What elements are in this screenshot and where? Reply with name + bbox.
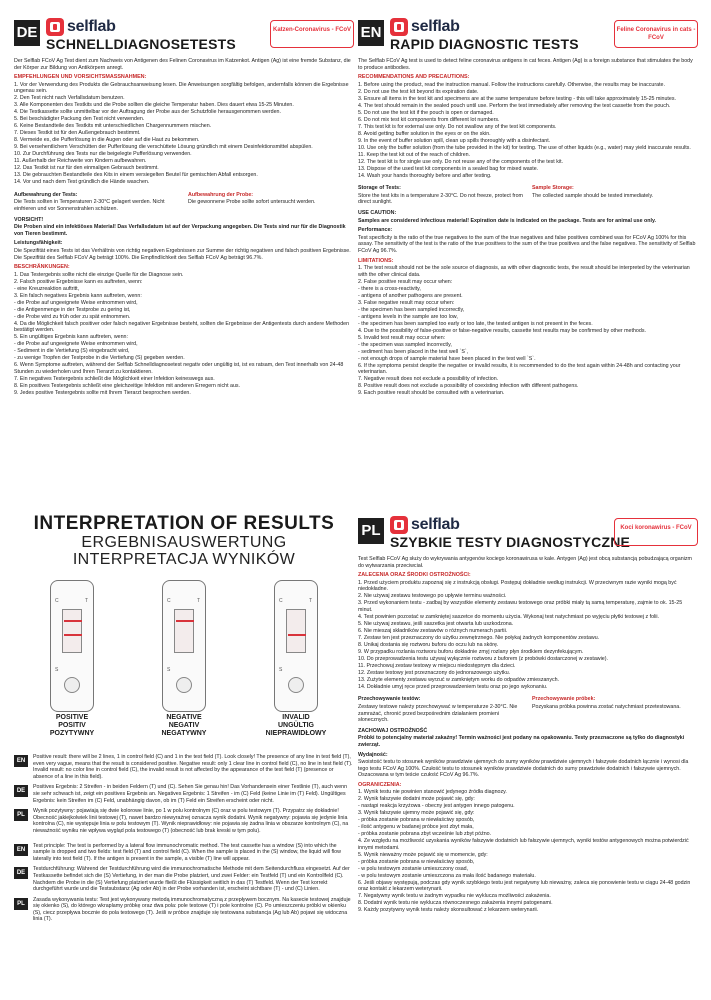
list-item: 9. Each positive result should be consulted with a veterinarian.: [358, 390, 505, 397]
list-item: 7. Ein negatives Testergebnis schließt die Möglichkeit einer Infektion keineswegs aus.: [14, 375, 215, 382]
en-body: [358, 58, 698, 397]
test-line: [288, 634, 306, 636]
label-en: POSITIVE: [55, 714, 89, 721]
de-storage-heading: Aufbewahrung der Tests:: [14, 191, 78, 198]
control-line: [64, 620, 82, 622]
list-item: 6. Wenn Symptome auftreten, während der Selflab Schnelldiagnosetest negativ oder ungültig ist, ist es ratsam, den Test innerhalb von 24-48 Stunden zu wiederholen und Ihren Tierarzt zu kontaktieren.: [14, 362, 344, 375]
de-intro: Der Selflab FCoV Ag Test dient zum Nachweis von Antigenen des Felinen Coronavirus im Katzenkot. Antigen (Ag) ist eine fremde Substanz, die der Körper zur Bildung von Antikörpern anregt.: [14, 58, 351, 71]
selflab-logo-icon: [390, 516, 408, 534]
list-item: 3. False negative result may occur when:: [358, 299, 455, 306]
list-item: 1. The test result should not be the sole source of diagnosis, as with other diagnostic tests, the result should be interpreted by the veterinarian with the other clinical data.: [358, 265, 690, 278]
list-item: - nastąpi reakcja krzyżowa - obecny jest antygen innego patogenu.: [358, 803, 515, 810]
list-item: - the specimen has been sampled too early or too late, the tested antigen is not present in the feces.: [358, 320, 593, 327]
selflab-logo-icon: [46, 18, 64, 36]
list-item: 7. Negatywny wynik testu w żadnym wypadku nie wyklucza możliwości zakażenia.: [358, 893, 551, 900]
cassette-window: [174, 609, 194, 653]
list-item: 7. Zestaw ten jest przeznaczony do użytku zewnętrznego. Nie połykaj żadnych komponentów zestawu.: [358, 634, 600, 641]
pl-caution-heading: ZACHOWAJ OSTROŻNOŚĆ: [358, 727, 428, 734]
list-item: 1. Before using the product, read the instruction manual. Follow the instructions carefully. Otherwise, the results may be inaccurate.: [358, 81, 665, 88]
list-item: 6. Keine Bestandteile des Testkits mit unterschiedlichen Chargennummern mischen.: [14, 123, 212, 130]
interp-subtitle-de: ERGEBNISAUSWERTUNG: [81, 534, 287, 551]
cassette-c-label: C: [167, 598, 171, 604]
pl-perf-heading: Wydajność:: [358, 751, 388, 758]
pl-rec-heading: ZALECENIA ORAZ ŚRODKI OSTROŻNOŚCI:: [358, 572, 471, 579]
interpretation-section: [14, 514, 354, 994]
de-lim-heading: BESCHRÄNKUNGEN:: [14, 264, 70, 271]
mini-lang-badge: EN: [14, 755, 28, 767]
pl-storage-text: Zestawy testowe należy przechowywać w temperaturze 2-30°C. Nie zamrażać, chronić przed bezpośrednim działaniem promieni słonecznych.: [358, 703, 518, 724]
en-rec-list: [358, 82, 698, 179]
en-storage-heading: Storage of Tests:: [358, 185, 401, 192]
list-item: 5. Do not use the test kit if the pouch is open or damaged.: [358, 109, 494, 116]
interp-row-de: [14, 784, 354, 804]
pl-product-badge: Koci koronawirus - FCoV: [614, 518, 698, 546]
de-caution-text: Die Proben sind ein infektiöses Material! Das Verfallsdatum ist auf der Verpackung angegeben. Die Tests sind nur für die Diagnostik von Tieren bestimmt.: [14, 224, 346, 237]
sample-well: [64, 677, 80, 693]
list-item: 11. Außerhalb der Reichweite von Kindern aufbewahren.: [14, 158, 147, 165]
en-section: [358, 16, 698, 486]
interp-rows: [14, 754, 354, 923]
cassette-t-label: T: [85, 598, 89, 604]
mini-lang-badge: PL: [14, 898, 28, 910]
list-item: - die Antigenmenge in der Testprobe zu gering ist,: [14, 306, 131, 313]
pl-brand: selflab: [411, 516, 460, 533]
list-item: 6. If the symptoms persist despite the negative or invalid results, it is recommended to do the test again within 24-48h and contacting your veterinarian.: [358, 362, 681, 376]
list-item: 10. Use only the buffer solution (from the tube provided in the kit) for testing. The use of other liquids (e.g., water) may yield inaccurate results.: [358, 144, 691, 151]
de-brand: selflab: [67, 18, 116, 35]
label-de: NEGATIV: [168, 722, 200, 729]
list-item: 4. Die Testkassette sollte unmittelbar vor der Auftragung der Probe aus der Schutzfolie herausgenommen werden.: [14, 109, 281, 116]
list-item: 9. Jedes positive Testergebnis sollte mit Ihrem Tierarzt besprochen werden.: [14, 389, 191, 396]
list-item: 5. Ein ungültiges Ergebnis kann auftreten, wenn:: [14, 334, 128, 341]
en-product-badge: Feline Coronavirus in cats - FCoV: [614, 20, 698, 48]
list-item: 9. In the event of buffer solution spill, clean up spills thoroughly with a disinfectant.: [358, 137, 551, 144]
cassette-negative: [162, 580, 206, 712]
de-body: [14, 58, 354, 396]
list-item: - w polu testowym zostanie umieszczony osad,: [358, 865, 469, 872]
list-item: 6. Do not mix test kit components from different lot numbers.: [358, 116, 500, 123]
list-item: 11. Keep the test kit out of the reach of children.: [358, 151, 471, 158]
en-rec-heading: RECOMMENDATIONS AND PRECAUTIONS:: [358, 74, 470, 81]
en-sample-heading: Sample Storage:: [532, 185, 574, 192]
cassette-s-label: S: [55, 667, 59, 673]
list-item: - eine Kreuzreaktion auftritt,: [14, 285, 80, 292]
principle-row-text: Testdurchführung: Während der Testdurchführung wird die immunochromatische Methode mit dem Seitendurchfluss eingesetzt. Auf der Testkassette befindet sich die (S) Vertiefung, in der man die Probe platziert, und zwei Felder: ein Testfeld (T) und ein Kontrollfeld (C). Nachdem die Probe in die (S) Vertiefung platziert wurde fließt die Flüssigkeit seitlich in das (T) Testfeld. Wenn der Test korrekt durchgeführt wurde und die Testsubstanz (Ag oder Ab) in der Probe vorhanden ist, erscheint sichtbare (T) - und (C) Linien.: [33, 866, 350, 893]
pl-storage-heading: Przechowywanie testów:: [358, 696, 421, 703]
list-item: - Sediment in die Vertiefung (S) eingebracht wird,: [14, 348, 130, 355]
list-item: 13. Dispose of the used test kit components in a sealed bag for mixed waste.: [358, 165, 539, 172]
list-item: - die Probe auf ungeeignete Weise entnommen wird,: [14, 299, 138, 306]
mini-lang-badge: EN: [14, 844, 28, 856]
mini-lang-badge: DE: [14, 867, 28, 879]
list-item: - die Probe auf ungeeignete Weise entnommen wird,: [14, 341, 138, 348]
list-item: 7. Negative result does not exclude a possibility of infection.: [358, 376, 499, 383]
pl-rec-list: [358, 580, 698, 691]
list-item: - ilość antygenu w badanej próbce jest zbyt mała,: [358, 824, 474, 831]
list-item: 9. W przypadku rozlania roztworu buforu dokładnie zmyj rozlany płyn środkiem dezynfekującym.: [358, 648, 584, 655]
pl-body: [358, 556, 698, 914]
list-item: 2. Nie używaj zestawu testowego po upływie terminu ważności.: [358, 593, 507, 600]
en-caution-text: Samples are considered infectious material! Expiration date is indicated on the package. Tests are for animal use only.: [358, 217, 656, 224]
en-lang-badge: EN: [358, 20, 384, 46]
list-item: - die Probe wird zu früh oder zu spät entnommen.: [14, 313, 131, 320]
list-item: - the specimen was sampled incorrectly,: [358, 341, 452, 348]
cassette-c-label: C: [279, 598, 283, 604]
selflab-logo-icon: [390, 18, 408, 36]
pl-sample-text: Pozyskana próbka powinna zostać natychmiast przetestowana.: [532, 703, 681, 710]
cassette-illustrations: [14, 574, 354, 737]
list-item: 2. Den Test nicht nach Verfallsdatum benutzen.: [14, 95, 125, 102]
result-label-negative: [144, 714, 224, 738]
de-rec-list: [14, 82, 354, 186]
list-item: 14. Dokładnie umyj ręce przed przeprowadzeniem testu oraz po jego wykonaniu.: [358, 683, 548, 690]
de-storage-row: [14, 189, 354, 214]
list-item: 10. Zur Durchführung des Tests nur die beigelegte Pufferlösung verwenden.: [14, 151, 192, 158]
list-item: 3. Ensure all items in the test kit and specimens are at the same temperature before testing - this will take approximately 15-25 minutes.: [358, 95, 676, 102]
en-storage-row: [358, 182, 698, 207]
de-title: SCHNELLDIAGNOSETESTS: [46, 36, 236, 52]
pl-logo: [390, 514, 460, 536]
en-storage-text: Store the test kits in a temperature 2-30°C. Do not freeze, protect from direct sunlight.: [358, 192, 523, 206]
list-item: 7. This test kit is for external use only. Do not swallow any of the test kit components.: [358, 123, 557, 130]
list-item: 2. Falsch positive Ergebnisse kann es auftreten, wenn:: [14, 278, 143, 285]
list-item: - próbka zostanie pobrana w niewłaściwy sposób,: [358, 817, 475, 824]
list-item: 8. Vermeide es, die Pufferlösung in die Augen oder auf die Haut zu bekommen.: [14, 137, 200, 144]
label-de: UNGÜLTIG: [277, 722, 315, 729]
list-item: 4. Test powinien pozostać w zamkniętej saszetce do momentu użycia. Wykonaj test natychmiast po wyjęciu płytki testowej z folii.: [358, 613, 660, 620]
list-item: 1. Wynik testu nie powinien stanowić jedynego źródła diagnozy.: [358, 789, 507, 796]
cassette-window: [286, 609, 306, 653]
interp-row-text: Wynik pozytywny: pojawiają się dwie kolorowe linie, po 1 w polu kontrolnym (C) oraz w polu testowym (T). Przypatrz się dokładnie! Obecność jakiejkolwiek linii testowej (T), nawet bardzo niewyraźnej oznacza wynik dodatni. Wynik negatywny: pojawia się jedynie linia kontrolna (C), nie występuje linia w polu testowym (T). Wynik nieprawidłowy: nie pojawia się żadna linia w obszarze kontrolnym (C), na nieważność wyniku nie wpływa wygląd pola testowego (T) (obecność lub brak kreski w tym polu).: [33, 808, 349, 834]
cassette-t-label: T: [309, 598, 313, 604]
list-item: 4. The test should remain in the sealed pouch until use. Perform the test immediately after removing the test cassette from the pouch.: [358, 102, 671, 109]
list-item: 9. Bei versehentlichem Verschütten der Pufferlösung die verschüttete Lösung gründlich mit einem Desinfektionsmittel abspülen.: [14, 144, 313, 151]
pl-lang-badge: PL: [358, 518, 384, 544]
mini-lang-badge: DE: [14, 785, 28, 797]
list-item: 3. Ein falsch negatives Ergebnis kann auftreten, wenn:: [14, 292, 142, 299]
interp-subtitle-pl: INTERPRETACJA WYNIKÓW: [72, 551, 296, 568]
interp-row-text: Positive result: there will be 2 lines, 1 in control field (C) and 1 in the test field (T). Look closely! The presence of any line in test field (T), even very vague, means that the result is considered positive. Negative result: only 1 clear line in control field (C), no line in test field (T). Invalid result: no color line in control field (C), the invalid result is not affected by the appearance of the test field (T) (presence or absence of a line in this field).: [33, 754, 353, 780]
cassette-positive: [50, 580, 94, 712]
list-item: 2. Wynik fałszywie dodatni może pojawić się, gdy:: [358, 796, 475, 803]
list-item: 13. Die gebrauchten Bestandteile des Kits in einem versiegelten Beutel für gemischten Abfall entsorgen.: [14, 172, 258, 179]
en-logo: [390, 16, 460, 38]
cassette-t-label: T: [197, 598, 201, 604]
de-product-badge: Katzen-Coronavirus - FCoV: [270, 20, 354, 48]
list-item: - próbka zostanie pobrana zbyt wcześnie lub zbyt późno.: [358, 831, 492, 838]
de-header: [14, 16, 354, 58]
list-item: 8. Ein positives Testergebnis schließt eine gleichzeitige Infektion mit anderen Erregern nicht aus.: [14, 382, 241, 389]
cassette-invalid: [274, 580, 318, 712]
pl-perf-text: Swoistość testu to stosunek wyników prawdziwie ujemnych do sumy wyników prawdziwie ujemnych i fałszywie dodatnich łącznie i wynosi dla tego testu FCoV Ag 100%. Czułość testu to stosunek wyników prawdziwie dodatnich do sumy prawdziwie dodatnich i fałszywie ujemnych. Oszacowana w tym teście czułość FCoV Ag 96.7%.: [358, 759, 689, 779]
de-perf-heading: Leistungsfähigkeit:: [14, 240, 63, 247]
list-item: 8. Dodatni wynik testu nie wyklucza równoczesnego zakażenia innymi patogenami.: [358, 900, 553, 907]
list-item: - w polu testowym zostanie umieszczona za mała ilość badanego materiału.: [358, 872, 536, 879]
result-label-invalid: [256, 714, 336, 738]
label-pl: POZYTYWNY: [49, 730, 95, 737]
en-caution-heading: USE CAUTION:: [358, 209, 397, 216]
list-item: 8. Positive result does not exclude a possibility of coexisting infection with different pathogens.: [358, 383, 579, 390]
pl-header: [358, 514, 698, 556]
en-perf-text: Test specificity is the ratio of the true negatives to the sum of the true negatives and false positives combined was for FCoV Ag 100% for this assay. The sensitivity of the test is the ratio of the true positives to the sum of the true positives and the false negatives. The sensitivity of Selflab FCoV Ag 96.7%.: [358, 234, 696, 254]
list-item: 9. Każdy pozytywny wynik testu należy skonsultować z lekarzem weterynarii.: [358, 907, 539, 914]
de-rec-heading: EMPFEHLUNGEN UND VORSICHTSMASSNAHMEN:: [14, 74, 147, 81]
list-item: 14. Vor und nach dem Test gründlich die Hände waschen.: [14, 179, 150, 186]
list-item: 8. Avoid getting buffer solution in the eyes or on the skin.: [358, 130, 491, 137]
list-item: 8. Unikaj dostania się roztworu buforu do oczu lub na skórę.: [358, 641, 499, 648]
principle-row-de: [14, 866, 354, 892]
list-item: 5. Wynik nieważny może pojawić się w momencie, gdy:: [358, 851, 488, 858]
de-perf-text: Die Spezifität eines Tests ist das Verhältnis von richtig negativen Ergebnissen zur Summe der richtig negativen und falsch positiven Ergebnisse. Die Spezifität des Selflab FCoV Ag beträgt 100%. Die Empfindlichkeit des Selflab FCoV Ag beträgt 96.7%.: [14, 247, 351, 261]
interp-row-text: Positives Ergebnis: 2 Streifen - in beiden Feldern (T) und (C). Sehen Sie genau hin! Das Vorhandensein einer Testlinie (T), auch wenn sie sehr schwach ist, zeigt ein positives Ergebnis an. Negatives Ergebnis: 1 Streifen - im (C) Feld (keine Linie im (T) Feld). Ungültiges Ergebnis: kein Streifen im (C) Feld, unabhängig davon, ob im (T) Feld ein Streifen erscheint oder nicht.: [33, 784, 348, 804]
list-item: 5. Invalid test result may occur when:: [358, 334, 446, 341]
list-item: 2. Do not use the test kit beyond its expiration date.: [358, 88, 479, 95]
principle-row-pl: [14, 897, 354, 923]
list-item: 5. Bei beschädigter Packung den Test nicht verwenden.: [14, 116, 145, 123]
pl-lim-list: [358, 789, 698, 914]
de-lang-badge: DE: [14, 20, 40, 46]
list-item: 12. The test kit is for single use only. Do not reuse any of the components of the test kit.: [358, 158, 564, 165]
en-perf-heading: Performance:: [358, 227, 393, 234]
cassette-c-label: C: [55, 598, 59, 604]
en-header: [358, 16, 698, 58]
cassette-window: [62, 609, 82, 653]
label-de: POSITIV: [58, 722, 86, 729]
en-brand: selflab: [411, 18, 460, 35]
mini-lang-badge: PL: [14, 809, 28, 821]
list-item: - there is a cross-reactivity,: [358, 285, 421, 292]
cassette-s-label: S: [167, 667, 171, 673]
label-pl: NEGATYWNY: [161, 730, 207, 737]
de-storage-text: Die Tests sollten in Temperaturen 2-30°C gelagert werden. Nicht einfrieren und vor Sonnenstrahlen schützen.: [14, 199, 165, 212]
pl-lim-heading: OGRANICZENIA:: [358, 781, 402, 788]
en-intro: The Selflab FCoV Ag test is used to detect feline coronavirus antigens in cat feces. Antigen (Ag) is a foreign substance that stimulates the body to produce antibodies.: [358, 58, 693, 71]
list-item: - próbka zostanie pobrana w niewłaściwy sposób,: [358, 858, 475, 865]
principle-row-text: Zasada wykonywania testu: Test jest wykonywany metodą immunochromatyczną z przepływem bocznym. Na kasecie testowej znajduje się okienko (S), do którego wkraplamy próbkę oraz dwa pola: pole testowe (T) i pole kontrolne (C). Po umieszczeniu próbki w okienku (S), ciecz przepływa bocznie do pola testowego (T). Jeśli w próbce znajduje się testowana substancja (Ag lub Ab) pojawi się widoczna linia (T).: [33, 896, 351, 923]
list-item: 1. Das Testergebnis sollte nicht die einzige Quelle für die Diagnose sein.: [14, 271, 184, 278]
list-item: 12. Zestaw testowy jest przeznaczony do jednorazowego użytku.: [358, 669, 511, 676]
pl-intro: Test Selflab FCoV Ag służy do wykrywania antygenów kociego koronawirusa w kale. Antygen (Ag) jest obcą substancją pobudzającą organizm do wytwarzania przeciwciał.: [358, 556, 692, 569]
list-item: 7. Dieses Testkit ist für den Außengebrauch bestimmt.: [14, 130, 141, 137]
result-label-positive: [32, 714, 112, 738]
list-item: 4. Da die Möglichkeit falsch positiver oder falsch negativer Ergebnisse besteht, sollten die Ergebnisse der Antigentests durch andere Methoden bestätigt werden.: [14, 320, 350, 334]
cassette-s-label: S: [279, 667, 283, 673]
list-item: 6. Nie mieszaj składników zestawów o różnych numerach partii.: [358, 627, 508, 634]
list-item: - zu wenige Tropfen der Testprobe in die Vertiefung (S) gegeben werden.: [14, 355, 185, 362]
pl-title: SZYBKIE TESTY DIAGNOSTYCZNE: [390, 534, 631, 550]
principle-row-text: Test principle: The test is performed by a lateral flow immunochromatic method. The test cassette has a window (S) into which the sample is dropped and two fields: test field (T) and control field (C). When the sample is placed in the (S) window, the liquid will flow laterally into test field (T). If the antigen is present in the sample, a visible (T) line will appear.: [33, 842, 341, 862]
list-item: 14. Wash your hands thoroughly before and after testing.: [358, 172, 492, 179]
list-item: 3. Wynik fałszywie ujemny może pojawić się, gdy:: [358, 810, 475, 817]
test-line: [64, 634, 82, 636]
control-line: [176, 620, 194, 622]
list-item: 13. Zużyte elementy zestawu wyrzuć w zamkniętym worku do odpadów zmieszanych.: [358, 676, 560, 683]
label-pl: NIEPRAWIDŁOWY: [265, 730, 327, 737]
list-item: - the specimen has been sampled incorrectly,: [358, 306, 465, 313]
list-item: 4. Due to the possibility of false-positive or false-negative results, cassette test results may be confirmed by other methods.: [358, 327, 646, 334]
interp-row-pl: [14, 808, 354, 834]
en-sample-text: The collected sample should be tested immediately.: [532, 192, 654, 199]
list-item: 4. Ze względu na możliwość uzyskania wyników fałszywie dodatnich lub fałszywie ujemnych, wyniki testów antygenowych można potwierdzić innymi metodami.: [358, 838, 689, 851]
pl-section: [358, 514, 698, 994]
sample-well: [288, 677, 304, 693]
list-item: 10. Do przeprowadzenia testu używaj wyłącznie roztworu z buforem (z probówki dostarczonej w zestawie).: [358, 655, 608, 662]
interp-title: INTERPRETATION OF RESULTS: [33, 514, 335, 534]
list-item: - antigens of another pathogens are present.: [358, 292, 463, 299]
list-item: 11. Przechowuj zestaw testowy w miejscu niedostępnym dla dzieci.: [358, 662, 516, 669]
en-title: RAPID DIAGNOSTIC TESTS: [390, 36, 579, 52]
label-en: INVALID: [282, 714, 310, 721]
de-section: [14, 16, 354, 486]
de-caution-heading: VORSICHT!: [14, 216, 44, 223]
sample-well: [176, 677, 192, 693]
pl-sample-heading: Przechowywanie próbek:: [532, 696, 596, 703]
list-item: 3. Przed wykonaniem testu - zadbaj by wszystkie elementy zestawu testowego oraz próbki miały tą samą temperaturę, zajmie to ok. 15-25 minut.: [358, 600, 683, 613]
list-item: 5. Nie używaj zestawu, jeśli saszetka jest otwarta lub uszkodzona.: [358, 620, 514, 627]
list-item: 2. False positive result may occur when:: [358, 278, 453, 285]
list-item: - sediment has been placed in the test well `S`,: [358, 348, 469, 355]
pl-caution-text: Próbki to potencjalny materiał zakaźny! Termin ważności jest podany na opakowaniu. Testy przeznaczone są tylko do diagnostyki zwierząt.: [358, 735, 685, 748]
list-item: 3. Alle Komponenten des Testkits und die Probe sollten die gleiche Temperatur haben. Dies dauert etwa 15-25 Minuten.: [14, 102, 294, 109]
principle-row-en: [14, 843, 354, 863]
interp-row-en: [14, 754, 354, 780]
list-item: 1. Vor der Verwendung des Produkts die Gebrauchsanweisung lesen. Die Anweisungen sorgfältig befolgen, andernfalls können die Ergebnisse ungenau sein.: [14, 81, 349, 95]
en-lim-heading: LIMITATIONS:: [358, 257, 394, 264]
pl-storage-row: [358, 693, 698, 724]
list-item: - not enough drops of sample material have been placed in the test well `S`.: [358, 355, 536, 362]
list-item: 6. Jeśli objawy występują, podczas gdy wynik szybkiego testu jest negatywny lub nieważny, zaleca się ponowienie testu w ciągu 24-48 godzin oraz kontakt z lekarzem weterynarii.: [358, 879, 691, 893]
de-lim-list: [14, 272, 354, 397]
de-logo: [46, 16, 116, 38]
de-sample-heading: Aufbewahrung der Probe:: [188, 191, 254, 198]
list-item: 12. Das Testkit ist nur für den einmaligen Gebrauch bestimmt.: [14, 165, 159, 172]
de-sample-text: Die gewonnene Probe sollte sofort untersucht werden.: [188, 199, 316, 206]
en-lim-list: [358, 265, 698, 397]
list-item: 1. Przed użyciem produktu zapoznaj się z instrukcją obsługi. Postępuj dokładnie według instrukcji. W przeciwnym razie wyniki mogą być niedokładne.: [358, 579, 677, 593]
label-en: NEGATIVE: [166, 714, 202, 721]
list-item: - antigens levels in the sample are too low,: [358, 313, 458, 320]
